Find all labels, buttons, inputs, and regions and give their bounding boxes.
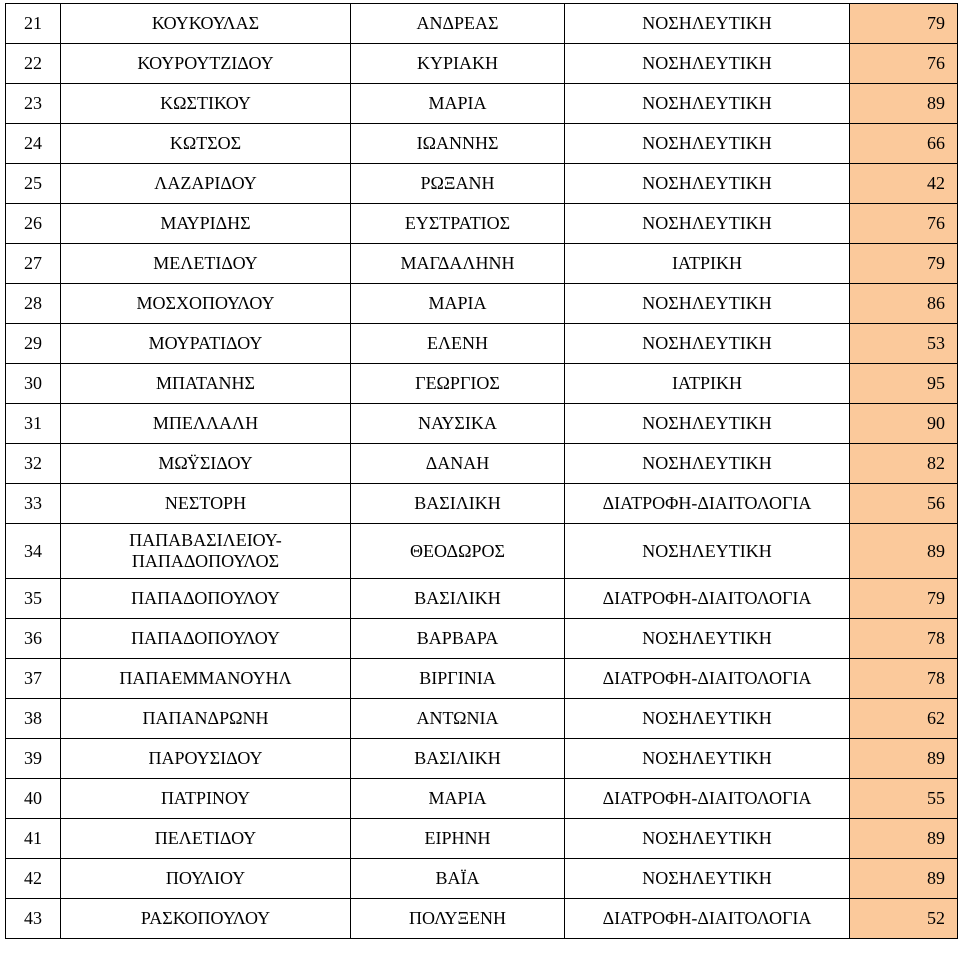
row-number-cell: 43: [6, 899, 61, 939]
first-name-cell: ΑΝΔΡΕΑΣ: [351, 4, 565, 44]
row-number-cell: 41: [6, 819, 61, 859]
last-name-line: ΛΑΖΑΡΙΔΟΥ: [154, 173, 257, 193]
last-name-cell: [61, 739, 351, 779]
table-row: [6, 739, 958, 779]
score-cell: 89: [850, 819, 958, 859]
last-name-cell: [61, 579, 351, 619]
first-name-cell: ΜΑΓΔΑΛΗΝΗ: [351, 244, 565, 284]
last-name-cell: [61, 204, 351, 244]
first-name-cell: ΒΑΡΒΑΡΑ: [351, 619, 565, 659]
score-cell: 78: [850, 619, 958, 659]
score-cell: 90: [850, 404, 958, 444]
row-number-cell: 25: [6, 164, 61, 204]
score-cell: 76: [850, 204, 958, 244]
last-name-line: ΠΟΥΛΙΟΥ: [165, 868, 246, 888]
table-row: [6, 364, 958, 404]
score-cell: 82: [850, 444, 958, 484]
specialty-cell: ΝΟΣΗΛΕΥΤΙΚΗ: [565, 859, 850, 899]
table-row: [6, 324, 958, 364]
specialty-cell: ΔΙΑΤΡΟΦΗ-ΔΙΑΙΤΟΛΟΓΙΑ: [565, 659, 850, 699]
first-name-cell: ΒΑΣΙΛΙΚΗ: [351, 484, 565, 524]
last-name-line: ΚΩΣΤΙΚΟΥ: [160, 93, 251, 113]
table-row: [6, 579, 958, 619]
first-name-cell: ΒΑΣΙΛΙΚΗ: [351, 739, 565, 779]
last-name-line: ΜΠΕΛΛΑΛΗ: [152, 413, 259, 433]
table-row: [6, 619, 958, 659]
first-name-cell: ΜΑΡΙΑ: [351, 284, 565, 324]
table-row: [6, 484, 958, 524]
last-name-cell: [61, 779, 351, 819]
last-name-line: ΜΟΥΡΑΤΙΔΟΥ: [148, 333, 263, 353]
table-row: [6, 659, 958, 699]
first-name-cell: ΔΑΝΑΗ: [351, 444, 565, 484]
first-name-cell: ΘΕΟΔΩΡΟΣ: [351, 524, 565, 579]
last-name-line: ΝΕΣΤΟΡΗ: [164, 493, 247, 513]
score-cell: 78: [850, 659, 958, 699]
score-cell: 79: [850, 579, 958, 619]
last-name-cell: [61, 899, 351, 939]
table-row: [6, 779, 958, 819]
specialty-cell: ΝΟΣΗΛΕΥΤΙΚΗ: [565, 819, 850, 859]
last-name-cell: [61, 324, 351, 364]
table-row: [6, 284, 958, 324]
first-name-cell: ΒΑΪΑ: [351, 859, 565, 899]
row-number-cell: 34: [6, 524, 61, 579]
first-name-cell: ΕΙΡΗΝΗ: [351, 819, 565, 859]
last-name-line: ΜΩΫΣΙΔΟΥ: [158, 453, 253, 473]
last-name-cell: [61, 659, 351, 699]
last-name-line: ΜΠΑΤΑΝΗΣ: [155, 373, 256, 393]
table-row: [6, 124, 958, 164]
results-table: [5, 3, 958, 939]
table-row: [6, 899, 958, 939]
score-cell: 42: [850, 164, 958, 204]
last-name-line: ΡΑΣΚΟΠΟΥΛΟΥ: [140, 908, 271, 928]
score-cell: 62: [850, 699, 958, 739]
specialty-cell: ΝΟΣΗΛΕΥΤΙΚΗ: [565, 44, 850, 84]
table-row: [6, 819, 958, 859]
specialty-cell: ΝΟΣΗΛΕΥΤΙΚΗ: [565, 444, 850, 484]
row-number-cell: 37: [6, 659, 61, 699]
first-name-cell: ΠΟΛΥΞΕΝΗ: [351, 899, 565, 939]
first-name-cell: ΜΑΡΙΑ: [351, 84, 565, 124]
specialty-cell: ΝΟΣΗΛΕΥΤΙΚΗ: [565, 204, 850, 244]
last-name-line: ΠΑΡΟΥΣΙΔΟΥ: [148, 748, 263, 768]
last-name-cell: [61, 244, 351, 284]
last-name-line: ΚΩΤΣΟΣ: [169, 133, 242, 153]
first-name-cell: ΙΩΑΝΝΗΣ: [351, 124, 565, 164]
last-name-cell: [61, 44, 351, 84]
specialty-cell: ΝΟΣΗΛΕΥΤΙΚΗ: [565, 4, 850, 44]
row-number-cell: 21: [6, 4, 61, 44]
last-name-line: ΜΕΛΕΤΙΔΟΥ: [153, 253, 258, 273]
row-number-cell: 24: [6, 124, 61, 164]
specialty-cell: ΔΙΑΤΡΟΦΗ-ΔΙΑΙΤΟΛΟΓΙΑ: [565, 484, 850, 524]
last-name-line: ΜΟΣΧΟΠΟΥΛΟΥ: [136, 293, 275, 313]
row-number-cell: 38: [6, 699, 61, 739]
row-number-cell: 29: [6, 324, 61, 364]
table-row: [6, 204, 958, 244]
specialty-cell: ΔΙΑΤΡΟΦΗ-ΔΙΑΙΤΟΛΟΓΙΑ: [565, 779, 850, 819]
score-cell: 79: [850, 244, 958, 284]
row-number-cell: 42: [6, 859, 61, 899]
last-name-line: ΠΑΠΑΝΔΡΩΝΗ: [142, 708, 269, 728]
score-cell: 55: [850, 779, 958, 819]
last-name-cell: [61, 164, 351, 204]
last-name-cell: [61, 444, 351, 484]
score-cell: 89: [850, 739, 958, 779]
first-name-cell: ΒΑΣΙΛΙΚΗ: [351, 579, 565, 619]
row-number-cell: 32: [6, 444, 61, 484]
last-name-cell: [61, 524, 351, 579]
first-name-cell: ΒΙΡΓΙΝΙΑ: [351, 659, 565, 699]
table-row: [6, 4, 958, 44]
last-name-cell: [61, 364, 351, 404]
specialty-cell: ΝΟΣΗΛΕΥΤΙΚΗ: [565, 739, 850, 779]
specialty-cell: ΝΟΣΗΛΕΥΤΙΚΗ: [565, 284, 850, 324]
first-name-cell: ΓΕΩΡΓΙΟΣ: [351, 364, 565, 404]
score-cell: 76: [850, 44, 958, 84]
row-number-cell: 30: [6, 364, 61, 404]
last-name-cell: [61, 4, 351, 44]
row-number-cell: 33: [6, 484, 61, 524]
last-name-cell: [61, 404, 351, 444]
specialty-cell: ΝΟΣΗΛΕΥΤΙΚΗ: [565, 84, 850, 124]
specialty-cell: ΙΑΤΡΙΚΗ: [565, 244, 850, 284]
table-row: [6, 699, 958, 739]
row-number-cell: 27: [6, 244, 61, 284]
last-name-line: ΠΑΠΑΔΟΠΟΥΛΟΣ: [131, 551, 280, 571]
row-number-cell: 40: [6, 779, 61, 819]
score-cell: 66: [850, 124, 958, 164]
first-name-cell: ΝΑΥΣΙΚΑ: [351, 404, 565, 444]
first-name-cell: ΡΩΞΑΝΗ: [351, 164, 565, 204]
specialty-cell: ΝΟΣΗΛΕΥΤΙΚΗ: [565, 404, 850, 444]
last-name-cell: [61, 84, 351, 124]
first-name-cell: ΜΑΡΙΑ: [351, 779, 565, 819]
score-cell: 89: [850, 859, 958, 899]
specialty-cell: ΔΙΑΤΡΟΦΗ-ΔΙΑΙΤΟΛΟΓΙΑ: [565, 899, 850, 939]
last-name-cell: [61, 619, 351, 659]
row-number-cell: 35: [6, 579, 61, 619]
score-cell: 53: [850, 324, 958, 364]
last-name-cell: [61, 859, 351, 899]
last-name-line: ΜΑΥΡΙΔΗΣ: [160, 213, 251, 233]
score-cell: 79: [850, 4, 958, 44]
last-name-line: ΠΑΤΡΙΝΟΥ: [160, 788, 251, 808]
score-cell: 56: [850, 484, 958, 524]
specialty-cell: ΝΟΣΗΛΕΥΤΙΚΗ: [565, 524, 850, 579]
last-name-cell: [61, 819, 351, 859]
first-name-cell: ΑΝΤΩΝΙΑ: [351, 699, 565, 739]
first-name-cell: ΕΛΕΝΗ: [351, 324, 565, 364]
score-cell: 95: [850, 364, 958, 404]
table-row: [6, 444, 958, 484]
table-row: [6, 859, 958, 899]
row-number-cell: 23: [6, 84, 61, 124]
specialty-cell: ΔΙΑΤΡΟΦΗ-ΔΙΑΙΤΟΛΟΓΙΑ: [565, 579, 850, 619]
last-name-cell: [61, 484, 351, 524]
last-name-line: ΠΑΠΑΒΑΣΙΛΕΙΟΥ-: [129, 530, 282, 550]
table-row: [6, 164, 958, 204]
last-name-line: ΠΑΠΑΕΜΜΑΝΟΥΗΛ: [119, 668, 292, 688]
last-name-line: ΚΟΥΚΟΥΛΑΣ: [151, 13, 260, 33]
row-number-cell: 36: [6, 619, 61, 659]
specialty-cell: ΝΟΣΗΛΕΥΤΙΚΗ: [565, 124, 850, 164]
score-cell: 86: [850, 284, 958, 324]
results-table-body: [6, 4, 958, 939]
last-name-cell: [61, 124, 351, 164]
table-row: [6, 404, 958, 444]
table-row: [6, 524, 958, 579]
table-row: [6, 244, 958, 284]
first-name-cell: ΚΥΡΙΑΚΗ: [351, 44, 565, 84]
last-name-cell: [61, 284, 351, 324]
last-name-line: ΠΑΠΑΔΟΠΟΥΛΟΥ: [131, 588, 280, 608]
specialty-cell: ΝΟΣΗΛΕΥΤΙΚΗ: [565, 699, 850, 739]
last-name-line: ΠΕΛΕΤΙΔΟΥ: [154, 828, 257, 848]
row-number-cell: 26: [6, 204, 61, 244]
specialty-cell: ΙΑΤΡΙΚΗ: [565, 364, 850, 404]
last-name-line: ΚΟΥΡΟΥΤΖΙΔΟΥ: [137, 53, 274, 73]
last-name-cell: [61, 699, 351, 739]
score-cell: 89: [850, 84, 958, 124]
row-number-cell: 31: [6, 404, 61, 444]
first-name-cell: ΕΥΣΤΡΑΤΙΟΣ: [351, 204, 565, 244]
row-number-cell: 28: [6, 284, 61, 324]
specialty-cell: ΝΟΣΗΛΕΥΤΙΚΗ: [565, 164, 850, 204]
specialty-cell: ΝΟΣΗΛΕΥΤΙΚΗ: [565, 619, 850, 659]
score-cell: 89: [850, 524, 958, 579]
score-cell: 52: [850, 899, 958, 939]
table-row: [6, 44, 958, 84]
row-number-cell: 22: [6, 44, 61, 84]
table-row: [6, 84, 958, 124]
specialty-cell: ΝΟΣΗΛΕΥΤΙΚΗ: [565, 324, 850, 364]
row-number-cell: 39: [6, 739, 61, 779]
last-name-line: ΠΑΠΑΔΟΠΟΥΛΟΥ: [131, 628, 280, 648]
